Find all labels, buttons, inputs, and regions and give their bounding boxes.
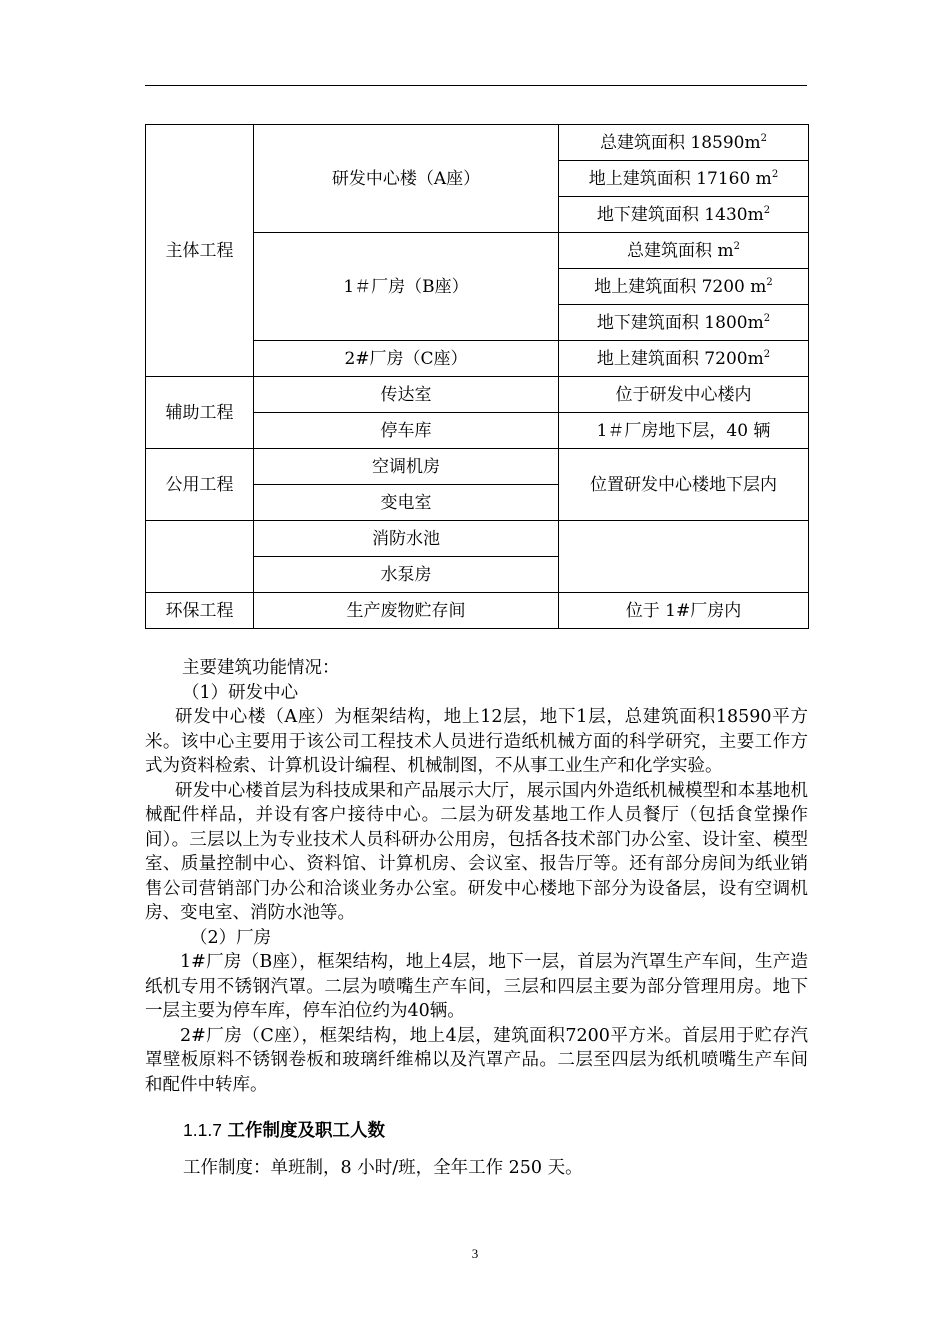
empty-cell xyxy=(559,557,809,593)
group-env: 环保工程 xyxy=(146,593,254,629)
detail-cell: 总建筑面积 $18590m^2$ xyxy=(559,125,809,161)
detail-cell: 位置研发中心楼地下层内 xyxy=(559,449,809,521)
subheading-plant: （2）厂房 xyxy=(190,927,272,948)
section-number: 1.1.7 xyxy=(183,1120,222,1140)
group-aux: 辅助工程 xyxy=(146,377,254,449)
item-fire-pool: 消防水池 xyxy=(254,521,559,557)
intro-line: 主要建筑功能情况： xyxy=(182,658,340,678)
item-garage: 停车库 xyxy=(254,413,559,449)
table-row xyxy=(146,557,809,593)
table-row xyxy=(146,449,809,485)
detail-cell: 地上建筑面积 17160 $m^2$ xyxy=(559,161,809,197)
header-rule xyxy=(145,85,807,86)
item-waste-storage: 生产废物贮存间 xyxy=(254,593,559,629)
table-row xyxy=(146,593,809,629)
body-text xyxy=(145,656,808,1097)
empty-cell xyxy=(146,557,254,593)
detail-cell: 位于研发中心楼内 xyxy=(559,377,809,413)
table-row xyxy=(146,521,809,557)
detail-cell: 位于 1#厂房内 xyxy=(559,593,809,629)
section-heading xyxy=(183,1118,385,1143)
item-plant-b: 1＃厂房（B座） xyxy=(254,233,559,341)
detail-cell: 地下建筑面积 $1430m^2$ xyxy=(559,197,809,233)
section-title: 工作制度及职工人数 xyxy=(227,1121,386,1141)
item-ac-room: 空调机房 xyxy=(254,449,559,485)
subheading-rd-center: （1）研发中心 xyxy=(182,682,299,703)
group-public: 公用工程 xyxy=(146,449,254,521)
page-number: 3 xyxy=(471,1246,479,1261)
project-composition-table xyxy=(145,124,809,629)
table-row xyxy=(146,377,809,413)
item-rd-center: 研发中心楼（A座） xyxy=(254,125,559,233)
group-main: 主体工程 xyxy=(146,125,254,377)
table-row xyxy=(146,125,809,161)
paragraph: 2#厂房（C座），框架结构，地上4层，建筑面积7200平方米。首层用于贮存汽罩壁板原料不锈钢卷板和玻璃纤维棉以及汽罩产品。二层至四层为纸机喷嘴生产车间和配件中转库。 xyxy=(145,1025,808,1095)
work-system-line: 工作制度：单班制，8 小时/班，全年工作 250 天。 xyxy=(183,1158,583,1178)
paragraph: 1#厂房（B座），框架结构，地上4层，地下一层，首层为汽罩生产车间，生产造纸机专用不锈钢汽罩。二层为喷嘴生产车间，三层和四层主要为部分管理用房。地下一层主要为停车库，停车泊位约为40辆。 xyxy=(145,952,808,1021)
detail-cell: 地上建筑面积 $7200m^2$ xyxy=(559,341,809,377)
detail-cell: 地上建筑面积 7200 $m^2$ xyxy=(559,269,809,305)
item-substation: 变电室 xyxy=(254,485,559,521)
detail-cell: 1＃厂房地下层，40 辆 xyxy=(559,413,809,449)
detail-cell: 总建筑面积 $m^2$ xyxy=(559,233,809,269)
empty-cell xyxy=(559,521,809,557)
item-plant-c: 2#厂房（C座） xyxy=(254,341,559,377)
empty-cell xyxy=(146,521,254,557)
detail-cell: 地下建筑面积 $1800m^2$ xyxy=(559,305,809,341)
paragraph: 研发中心楼首层为科技成果和产品展示大厅，展示国内外造纸机械模型和本基地机械配件样品，并设有客户接待中心。二层为研发基地工作人员餐厅（包括食堂操作间）。三层以上为专业技术人员科研办公用房，包括各技术部门办公室、设计室、模型室、质量控制中心、资料馆、计算机房、会议室、报告厅等。还有部分房间为纸业销售公司营销部门办公和洽谈业务办公室。研发中心楼地下部分为设备层，设有空调机房、变电室、消防水池等。 xyxy=(145,780,808,923)
paragraph: 研发中心楼（A座）为框架结构，地上12层，地下1层，总建筑面积18590平方米。该中心主要用于该公司工程技术人员进行造纸机械方面的科学研究，主要工作方式为资料检索、计算机设计编程、机械制图，不从事工业生产和化学实验。 xyxy=(145,707,808,776)
item-reception: 传达室 xyxy=(254,377,559,413)
item-pump-room: 水泵房 xyxy=(254,557,559,593)
